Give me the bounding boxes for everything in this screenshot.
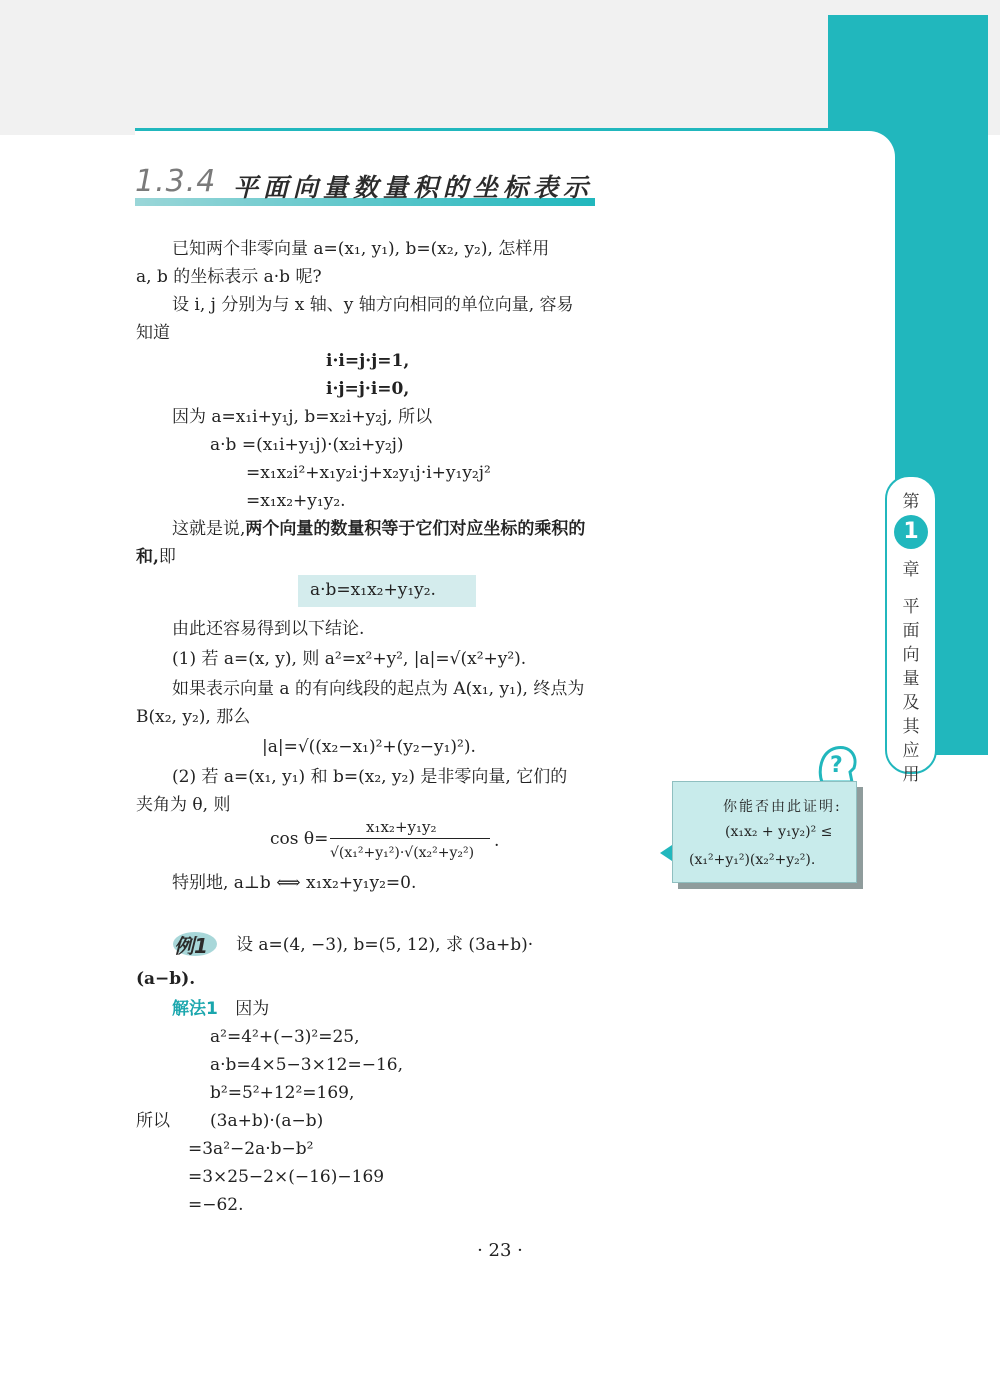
equation: a·b =(x₁i+y₁j)·(x₂i+y₂j) <box>210 435 404 455</box>
chapter-number: 1 <box>894 515 928 549</box>
solution-heading <box>172 998 269 1020</box>
paragraph-line: 如果表示向量 a 的有向线段的起点为 A(x₁, y₁), 终点为 <box>172 679 585 699</box>
chapter-title-char: 平 <box>902 597 920 617</box>
solution-line: =3×25−2×(−16)−169 <box>188 1167 385 1187</box>
example-label: 例1 <box>174 934 208 958</box>
chapter-title-char: 用 <box>902 765 920 785</box>
solution-so: 所以 <box>136 1111 170 1131</box>
section-number: 1.3.4 <box>135 164 217 199</box>
chapter-suffix: 章 <box>902 560 920 580</box>
equation: i·j=j·i=0, <box>326 379 410 399</box>
example-line: 设 a=(4, −3), b=(5, 12), 求 (3a+b)· <box>236 935 534 955</box>
cos-lhs: cos θ= <box>270 829 329 849</box>
chapter-title-char: 向 <box>902 645 920 665</box>
section-heading <box>135 158 605 208</box>
solution-line: a·b=4×5−3×12=−16, <box>210 1055 404 1075</box>
key-statement: 两个向量的数量积等于它们对应坐标的乘积的 <box>245 519 586 539</box>
method-label: 解法1 <box>172 999 218 1019</box>
paragraph-line <box>172 518 585 540</box>
equation: |a|=√((x₂−x₁)²+(y₂−y₁)²). <box>262 737 476 757</box>
cos-numerator: x₁x₂+y₁y₂ <box>366 818 437 836</box>
example-line: (a−b). <box>136 969 196 989</box>
note-line: 你能否由此证明: <box>723 799 842 815</box>
paragraph-line: (2) 若 a=(x₁, y₁) 和 b=(x₂, y₂) 是非零向量, 它们的 <box>172 767 568 787</box>
method-text: 因为 <box>235 999 270 1019</box>
text-normal: 即 <box>158 547 176 567</box>
key-formula: a·b=x₁x₂+y₁y₂. <box>310 580 436 600</box>
equation: =x₁x₂+y₁y₂. <box>246 491 346 511</box>
solution-line: =3a²−2a·b−b² <box>188 1139 314 1159</box>
paragraph-line: B(x₂, y₂), 那么 <box>136 707 251 727</box>
fraction-bar <box>330 838 490 839</box>
cos-denominator: √(x₁²+y₁²)·√(x₂²+y₂²) <box>330 845 475 861</box>
solution-line: =−62. <box>188 1195 244 1215</box>
paragraph-line: a, b 的坐标表示 a·b 呢? <box>136 267 322 287</box>
note-line: (x₁x₂ + y₁y₂)² ≤ <box>725 824 833 840</box>
solution-line: b²=5²+12²=169, <box>210 1083 355 1103</box>
chapter-title <box>887 595 935 787</box>
note-pointer <box>660 845 672 861</box>
chapter-title-char: 及 <box>902 693 920 713</box>
note-line: (x₁²+y₁²)(x₂²+y₂²). <box>689 852 816 868</box>
paragraph-line: 由此还容易得到以下结论. <box>172 619 365 639</box>
equation: =x₁x₂i²+x₁y₂i·j+x₂y₁j·i+y₁y₂j² <box>246 463 491 483</box>
paragraph-line <box>136 546 176 568</box>
solution-line: a²=4²+(−3)²=25, <box>210 1027 360 1047</box>
side-note <box>672 781 857 883</box>
section-title: 平面向量数量积的坐标表示 <box>233 173 594 202</box>
chapter-title-char: 应 <box>902 741 920 761</box>
svg-text:?: ? <box>830 753 843 778</box>
chapter-tab <box>885 475 937 785</box>
paragraph-line: 因为 a=x₁i+y₁j, b=x₂i+y₂j, 所以 <box>172 407 433 427</box>
chapter-prefix: 第 <box>902 492 920 512</box>
text-normal: 这就是说, <box>172 519 246 539</box>
paragraph-line: 知道 <box>136 323 170 343</box>
paragraph-line: (1) 若 a=(x, y), 则 a²=x²+y², |a|=√(x²+y²). <box>172 649 527 669</box>
key-statement: 和, <box>136 547 159 567</box>
equation: i·i=j·j=1, <box>326 351 410 371</box>
paragraph-line: 夹角为 θ, 则 <box>136 795 231 815</box>
example-badge <box>172 928 218 958</box>
chapter-title-char: 量 <box>902 669 920 689</box>
solution-line: (3a+b)·(a−b) <box>210 1111 324 1131</box>
chapter-title-char: 面 <box>902 621 920 641</box>
paragraph-line: 已知两个非零向量 a=(x₁, y₁), b=(x₂, y₂), 怎样用 <box>172 239 550 259</box>
paragraph-line: 设 i, j 分别为与 x 轴、y 轴方向相同的单位向量, 容易 <box>172 295 574 315</box>
page-number: · 23 · <box>477 1240 523 1261</box>
chapter-title-char: 其 <box>902 717 920 737</box>
cos-period: . <box>494 831 500 851</box>
key-formula-box <box>298 575 476 607</box>
paragraph-line: 特别地, a⊥b ⟺ x₁x₂+y₁y₂=0. <box>172 873 417 893</box>
